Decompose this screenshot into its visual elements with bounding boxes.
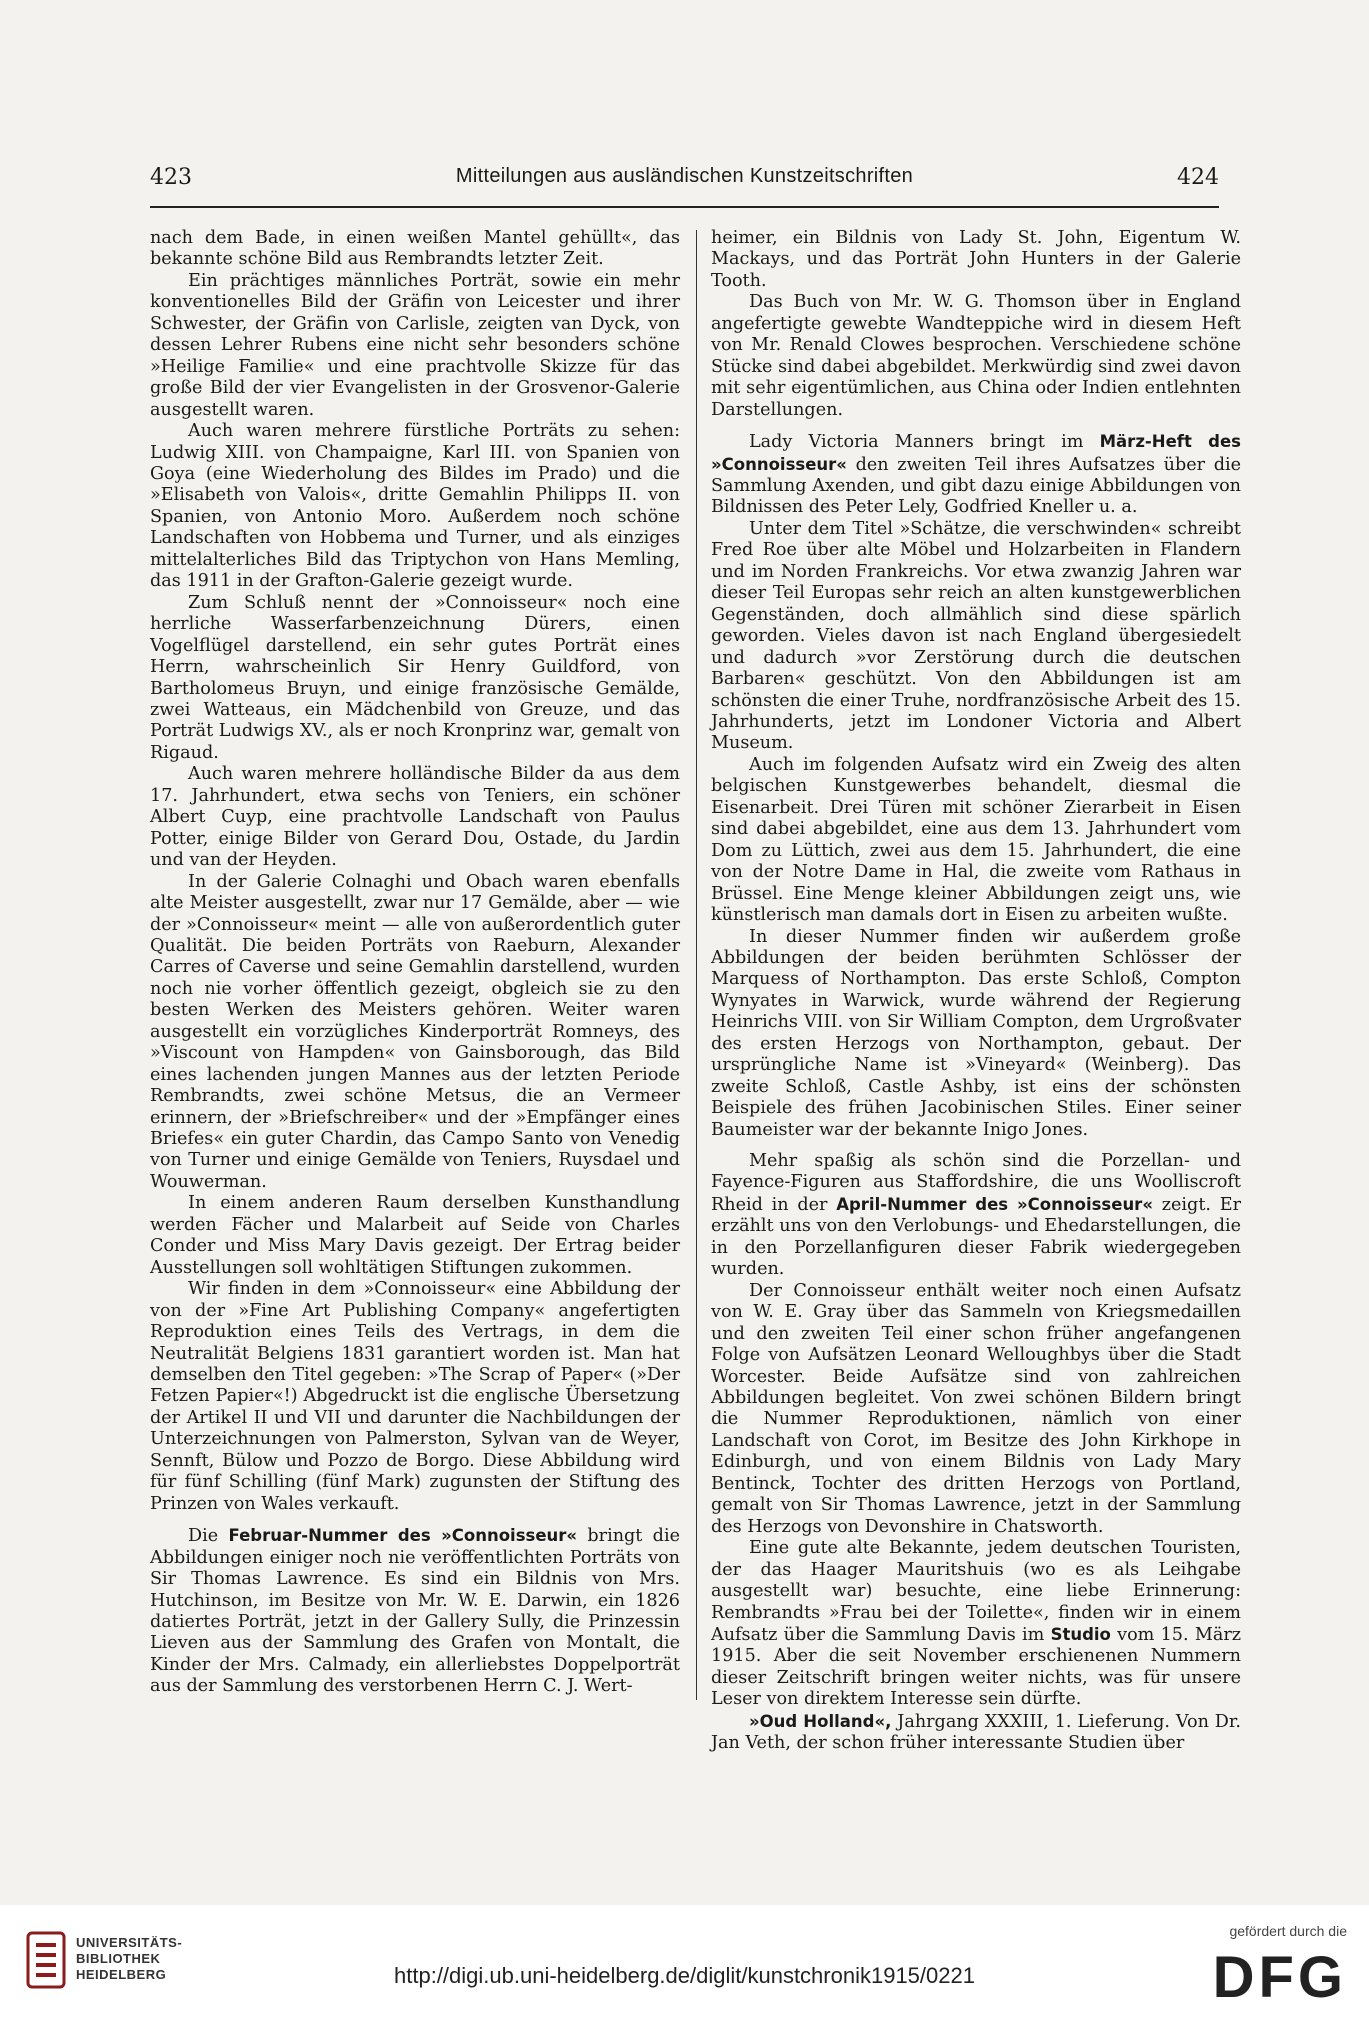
institution-line: UNIVERSITÄTS- — [76, 1935, 183, 1950]
text-run: Eine gute alte Bekannte, jedem deutschen Touristen, der das Haager Mauritshuis (wo es als Leihgabe ausgestellt war) besuchte, eine liebe Erinnerung: Rembrandts »Frau bei der Toilette«, finden wir in einem Aufsatz über die Sammlung Davis im — [711, 1538, 1241, 1645]
paragraph-march — [711, 431, 1241, 519]
emphasis-heading: April-Nummer des »Connoisseur« — [836, 1194, 1153, 1214]
paragraph: nach dem Bade, in einen weißen Mantel gehüllt«, das bekannte schöne Bild aus Rembrandts letzter Zeit. — [150, 228, 680, 270]
paragraph: Unter dem Titel »Schätze, die verschwinden« schreibt Fred Roe über alte Möbel und Holzarbeiten in Flandern und im Norden Frankreichs. Vor etwa zwanzig Jahren war dieser Teil Europas sehr reich an alten kunstgewerblichen Gegenständen, doch allmählich sind diese spärlich geworden. Vieles davon ist nach England übergesiedelt und dadurch »vor Zerstörung durch die deutschen Barbaren« geschützt. Von den Abbildungen ist am schönsten die einer Truhe, nordfranzösische Arbeit des 15. Jahrhunderts, jetzt im Londoner Victoria and Albert Museum. — [711, 518, 1241, 754]
paragraph: Auch waren mehrere holländische Bilder da aus dem 17. Jahrhundert, etwa sechs von Teniers, ein schöner Albert Cuyp, eine prachtvolle Landschaft von Paulus Potter, einige Bilder von Gerard Dou, Ostade, du Jardin und van der Heyden. — [150, 764, 680, 871]
page-number-left: 423 — [150, 165, 192, 190]
header-rule — [150, 206, 1219, 208]
paragraph-february — [150, 1525, 680, 1698]
paragraph: Auch im folgenden Aufsatz wird ein Zweig des alten belgischen Kunstgewerbes behandelt, diesmal die Eisenarbeit. Drei Türen mit schöner Zierarbeit in Eisen sind dabei abgebildet, eine aus dem 13. Jahrhundert vom Dom zu Lüttich, zwei aus dem 15. Jahrhundert, die eine von der Notre Dame in Hal, die zweite vom Rathaus in Brüssel. Eine Menge kleiner Abbildungen zeigt uns, wie künstlerisch man damals dort in Eisen zu arbeiten wußte. — [711, 754, 1241, 926]
text-run: den zweiten Teil ihres Aufsatzes über die Sammlung Axenden, und gibt dazu einige Abbildungen von Bildnissen des Peter Lely, Godfried Kneller u. a. — [711, 454, 1241, 518]
funding-note: gefördert durch die — [1229, 1923, 1347, 1939]
source-url-link[interactable]: http://digi.ub.uni-heidelberg.de/diglit/kunstchronik1915/0221 — [394, 1963, 975, 1988]
paragraph: In dieser Nummer finden wir außerdem große Abbildungen der beiden berühmten Schlösser der Marquess of Northampton. Das erste Schloß, Compton Wynyates in Warwick, wurde während der Regierung Heinrichs VIII. von Sir William Compton, dem Urgroßvater des ersten Herzogs von Northampton, gebaut. Der ursprüngliche Name ist »Vineyard« (Weinberg). Das zweite Schloß, Castle Ashby, ist eins der schönsten Beispiele des frühen Jacobinischen Stiles. Einer seiner Baumeister war der bekannte Inigo Jones. — [711, 926, 1241, 1140]
paragraph: Wir finden in dem »Connoisseur« eine Abbildung der von der »Fine Art Publishing Company« angefertigten Reproduktion eines Teils des Vertrags, in dem die Neutralität Belgiens 1831 garantiert worden ist. Man hat demselben den Titel gegeben: »The Scrap of Paper« (»Der Fetzen Papier«!) Abgedruckt ist die englische Übersetzung der Artikel II und VII und darunter die Nachbildungen der Unterzeichnungen von Palmerston, Sylvan van de Weyer, Sennft, Bülow und Pozzo de Borgo. Diese Abbildung wird für fünf Schilling (fünf Mark) zugunsten der Stiftung des Prinzen von Wales verkauft. — [150, 1279, 680, 1514]
page-number-right: 424 — [1177, 165, 1219, 190]
text-run: Mehr spaßig als schön sind die Porzellan- und Fayence-Figuren aus Staffordshire, die uns Woolliscroft Rheid in der — [711, 1151, 1241, 1215]
paragraph: Auch waren mehrere fürstliche Porträts zu sehen: Ludwig XIII. von Champaigne, Karl III. von Spanien von Goya (eine Wiederholung des Bildes im Prado) und die »Elisabeth von Valois«, dritte Gemahlin Philipps II. von Spanien, von Antonio Moro. Außerdem noch schöne Landschaften von Hobbema und Turner, und als einziges mittelalterliches Bild das Triptychon von Hans Memling, das 1911 in der Grafton-Galerie gezeigt wurde. — [150, 421, 680, 592]
digitization-footer — [0, 1905, 1369, 2019]
institution-line: BIBLIOTHEK — [76, 1951, 161, 1966]
paragraph: Zum Schluß nennt der »Connoisseur« noch eine herrliche Wasserfarbenzeichnung Dürers, einen Vogelflügel darstellend, ein sehr gutes Porträt eines Herrn, wahrscheinlich Sir Henry Guildford, von Bartholomeus Bruyn, und einige französische Gemälde, zwei Watteaus, ein Mädchenbild von Greuze, und das Porträt Ludwigs XV., als er noch Kronprinz war, gemalt von Rigaud. — [150, 592, 680, 763]
emphasis-heading: Februar-Nummer des »Connoisseur« — [228, 1526, 578, 1546]
text-run: Jahrgang XXXIII, 1. Lieferung. Von Dr. Jan Veth, der schon früher interessante Studien über — [711, 1711, 1241, 1754]
left-column — [150, 228, 680, 1708]
text-run: vom 15. März 1915. Aber die seit November erschienenen Nummern dieser Zeitschrift bringen weiter nichts, was für unsere Leser von direktem Interesse sein dürfte. — [711, 1625, 1242, 1710]
right-column — [711, 228, 1242, 1754]
text-run: bringt die Abbildungen einiger noch nie veröffentlichten Porträts von Sir Thomas Lawrence. Es sind ein Bildnis von Mrs. Hutchinson, im Besitze von Mr. W. E. Darwin, ein 1826 datiertes Porträt, jetzt in der Gallery Sully, die Prinzessin Lieven aus der Sammlung des Grafen von Montalt, die Kinder der Mrs. Calmady, ein allerliebstes Doppelporträt aus der Sammlung des verstorbenen Herrn C. J. Wert- — [150, 1526, 680, 1697]
emphasis-heading: »Oud Holland«, — [749, 1711, 892, 1731]
institution-line: HEIDELBERG — [76, 1967, 167, 1982]
paragraph-april — [711, 1151, 1241, 1281]
dfg-logo: DFG — [1212, 1945, 1347, 2010]
text-run: Die — [188, 1526, 229, 1547]
paragraph-studio — [711, 1538, 1241, 1711]
text-run: Lady Victoria Manners bringt im — [749, 432, 1100, 453]
running-header — [150, 165, 1219, 201]
paragraph-oud-holland — [711, 1711, 1241, 1755]
emphasis-heading: März-Heft des »Connoisseur« — [711, 432, 1241, 474]
running-title: Mitteilungen aus ausländischen Kunstzeitschriften — [455, 165, 914, 187]
paragraph: In einem anderen Raum derselben Kunsthandlung werden Fächer und Malarbeit auf Seide von Charles Conder und Miss Mary Davis gezeigt. Der Ertrag beider Ausstellungen soll wohltätigen Stiftungen zukommen. — [150, 1193, 680, 1278]
paragraph: Der Connoisseur enthält weiter noch einen Aufsatz von W. E. Gray über das Sammeln von Kriegsmedaillen und den zweiten Teil einer schon früher angefangenen Folge von Aufsätzen Leonard Welloughbys über die Stadt Worcester. Beide Aufsätze sind von zahlreichen Abbildungen begleitet. Von zwei schönen Bildern bringt die Nummer Reproduktionen, nämlich von einer Landschaft von Corot, im Besitze des John Kirkhope in Edinburgh, und von einem Bildnis von Lady Mary Bentinck, Tochter des dritten Herzogs von Portland, gemalt von Sir Thomas Lawrence, jetzt in der Sammlung des Herzogs von Devonshire in Chatsworth. — [711, 1280, 1241, 1537]
paragraph: Ein prächtiges männliches Porträt, sowie ein mehr konventionelles Bild der Gräfin von Leicester und ihrer Schwester, der Gräfin von Carlisle, zeigten van Dyck, von dessen Lehrer Rubens eine nicht sehr besonders schöne »Heilige Familie« und eine prachtvolle Skizze für das große Bild der vier Evangelisten in der Grosvenor-Galerie ausgestellt waren. — [150, 270, 680, 420]
paragraph: In der Galerie Colnaghi und Obach waren ebenfalls alte Meister ausgestellt, zwar nur 17 Gemälde, aber — wie der »Connoisseur« meint — alle von außerordentlich guter Qualität. Die beiden Porträts von Raeburn, Alexander Carres of Caverse und seine Gemahlin darstellend, wurden noch nie vorher öffentlich gezeigt, obgleich sie zu den besten Werken des Meisters gehören. Weiter waren ausgestellt ein vorzügliches Kinderporträt Romneys, des »Viscount von Hampden« von Gainsborough, das Bild eines lachenden jungen Mannes aus der letzten Periode Rembrandts, zwei schöne Metsus, die an Vermeer erinnern, der »Briefschreiber« und der »Empfänger eines Briefes« ein guter Chardin, das Campo Santo von Venedig von Turner und einige Gemälde von Teniers, Ruysdael und Wouwerman. — [150, 871, 680, 1192]
paragraph: heimer, ein Bildnis von Lady St. John, Eigentum W. Mackays, und das Porträt John Hunters in der Galerie Tooth. — [711, 228, 1241, 291]
text-run: zeigt. Er erzählt uns von den Verlobungs- und Ehedarstellungen, die in den Porzellanfiguren dieser Fabrik wiedergegeben wurden. — [711, 1194, 1241, 1280]
paragraph: Das Buch von Mr. W. G. Thomson über in England angefertigte gewebte Wandteppiche wird in diesem Heft von Mr. Renald Clowes besprochen. Verschiedene schöne Stücke sind dabei abgebildet. Merkwürdig sind zwei davon mit sehr eigentümlichen, aus China oder Indien entlehnten Darstellungen. — [711, 292, 1241, 420]
column-divider — [696, 230, 697, 1700]
emphasis-heading: Studio — [1050, 1625, 1111, 1644]
